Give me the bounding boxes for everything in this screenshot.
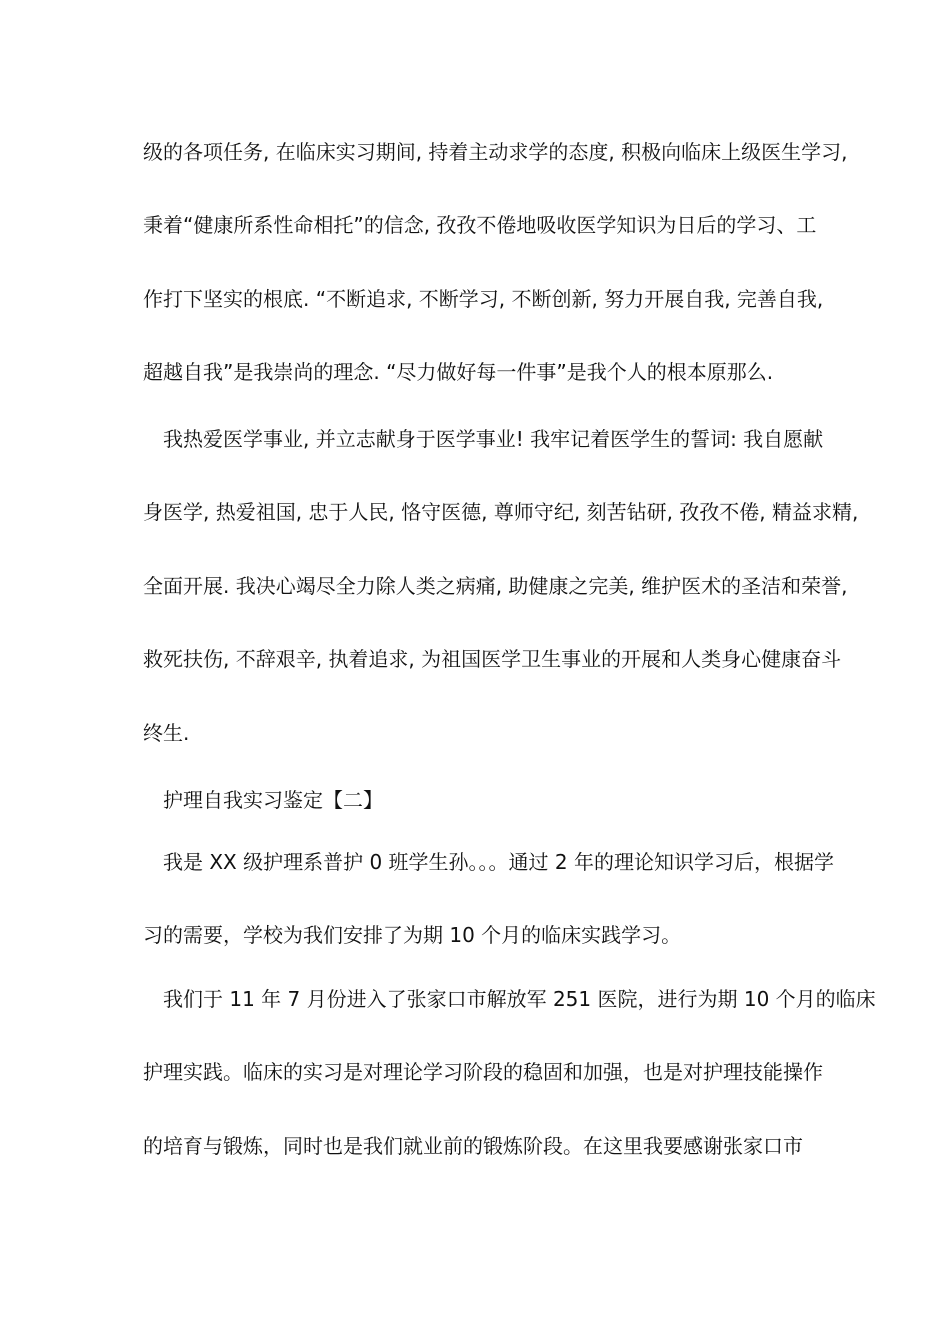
- section-heading: 护理自我实习鉴定【二】: [163, 788, 383, 812]
- paragraph-first-line: 我是 XX 级护理系普护 0 班学生孙。。。通过 2 年的理论知识学习后，根据学: [163, 850, 834, 874]
- text-line: 习的需要，学校为我们安排了为期 10 个月的临床实践学习。: [143, 923, 682, 947]
- text-line: 救死扶伤, 不辞艰辛, 执着追求, 为祖国医学卫生事业的开展和人类身心健康奋斗: [143, 647, 842, 671]
- text-line: 终生.: [143, 721, 190, 745]
- text-line: 秉着“健康所系性命相托”的信念, 孜孜不倦地吸收医学知识为日后的学习、工: [143, 213, 817, 237]
- text-line: 护理实践。临床的实习是对理论学习阶段的稳固和加强，也是对护理技能操作: [143, 1060, 823, 1084]
- text-line: 的培育与锻炼，同时也是我们就业前的锻炼阶段。在这里我要感谢张家口市: [143, 1134, 803, 1158]
- text-line: 级的各项任务, 在临床实习期间, 持着主动求学的态度, 积极向临床上级医生学习,: [143, 140, 848, 164]
- paragraph-first-line: 我热爱医学事业, 并立志献身于医学事业! 我牢记着医学生的誓词: 我自愿献: [163, 427, 824, 451]
- text-line: 作打下坚实的根底. “不断追求, 不断学习, 不断创新, 努力开展自我, 完善自我,: [143, 287, 824, 311]
- text-line: 全面开展. 我决心竭尽全力除人类之病痛, 助健康之完美, 维护医术的圣洁和荣誉,: [143, 574, 848, 598]
- paragraph-first-line: 我们于 11 年 7 月份进入了张家口市解放军 251 医院，进行为期 10 个月的临床: [163, 987, 876, 1011]
- text-line: 身医学, 热爱祖国, 忠于人民, 恪守医德, 尊师守纪, 刻苦钻研, 孜孜不倦, 精益求精,: [143, 500, 859, 524]
- text-line: 超越自我”是我崇尚的理念. “尽力做好每一件事”是我个人的根本原那么.: [143, 360, 774, 384]
